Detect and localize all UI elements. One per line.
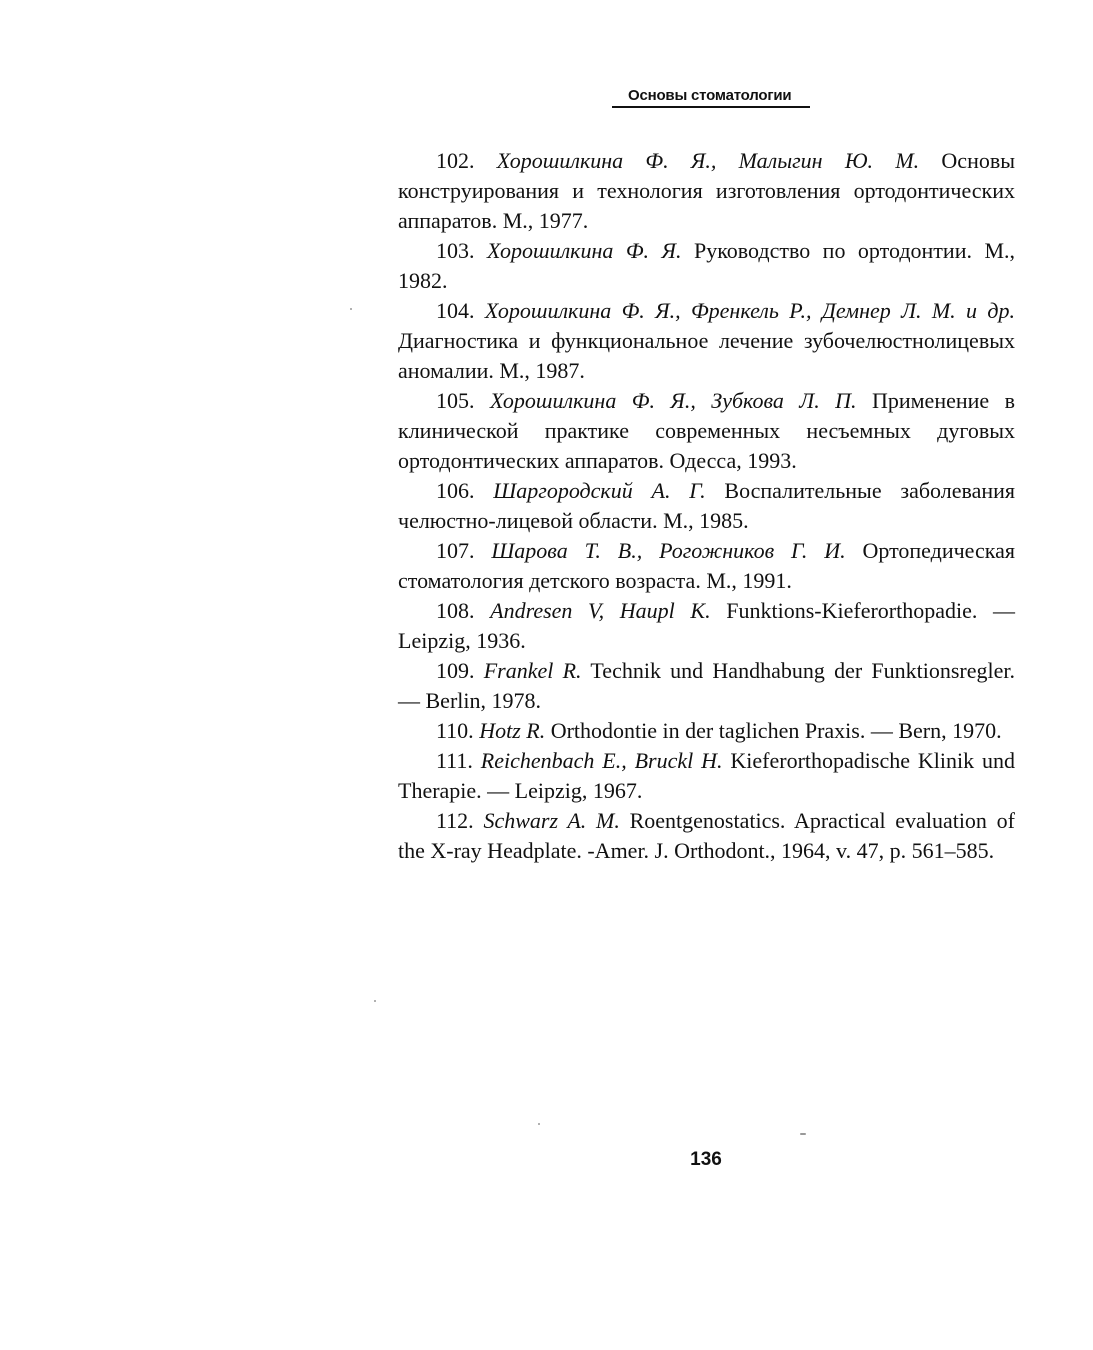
reference-text: Roentgenostatics. Apractical evaluation of the X-ray Headplate. -Amer. J. Orthodont., 1964, v. 47, p. 561–585.	[398, 808, 1015, 863]
reference-text: Руководство по ортодонтии. М., 1982.	[398, 238, 1016, 293]
reference-item	[398, 806, 1015, 866]
reference-authors: Schwarz A. M.	[483, 808, 620, 833]
reference-item	[398, 596, 1015, 656]
reference-number: 112.	[436, 808, 474, 833]
reference-number: 104.	[436, 298, 475, 323]
reference-item	[398, 236, 1015, 296]
reference-authors: Шаргородский А. Г.	[493, 478, 706, 503]
reference-text: Диагностика и функциональное лечение зубочелюстнолицевых аномалии. М., 1987.	[398, 328, 1015, 383]
reference-number: 111.	[436, 748, 473, 773]
reference-authors: Хорошилкина Ф. Я.	[486, 238, 682, 263]
reference-authors: Хорошилкина Ф. Я., Зубкова Л. П.	[489, 388, 857, 413]
reference-number: 102.	[436, 148, 475, 173]
reference-number: 105.	[436, 388, 475, 413]
reference-list	[398, 146, 1015, 866]
reference-item	[398, 656, 1015, 716]
reference-text: Воспалительные заболевания челюстно-лицевой области. М., 1985.	[398, 478, 1016, 533]
page-number: 136	[690, 1149, 722, 1170]
reference-item	[398, 386, 1015, 476]
reference-text: Основы конструирования и технология изготовления ортодонтических аппаратов. М., 1977.	[398, 148, 1016, 233]
reference-item	[398, 146, 1015, 236]
scan-speck	[538, 1123, 540, 1125]
reference-number: 110.	[436, 718, 474, 743]
reference-text: Применение в клинической практике современных несъемных дуговых ортодонтических аппаратов. Одесса, 1993.	[398, 388, 1015, 473]
reference-text: Kieferorthopadische Klinik und Therapie. — Leipzig, 1967.	[398, 748, 1015, 803]
reference-number: 103.	[436, 238, 475, 263]
reference-number: 106.	[436, 478, 475, 503]
scan-speck	[374, 1000, 376, 1002]
reference-item	[398, 296, 1015, 386]
reference-text: Technik und Handhabung der Funktionsregler. — Berlin, 1978.	[398, 658, 1015, 713]
reference-item	[398, 476, 1015, 536]
reference-authors: Hotz R.	[479, 718, 546, 743]
reference-number: 109.	[436, 658, 475, 683]
running-title: Основы стоматологии	[612, 86, 810, 108]
reference-item	[398, 536, 1015, 596]
reference-item	[398, 716, 1015, 746]
reference-authors: Frankel R.	[483, 658, 582, 683]
reference-authors: Хорошилкина Ф. Я., Френкель Р., Демнер Л. М. и др.	[484, 298, 1016, 323]
reference-authors: Andresen V, Haupl K.	[490, 598, 711, 623]
reference-text: Funktions-Kieferorthopadie. — Leipzig, 1936.	[398, 598, 1015, 653]
reference-authors: Хорошилкина Ф. Я., Малыгин Ю. М.	[496, 148, 920, 173]
scan-speck	[350, 308, 352, 310]
reference-number: 108.	[436, 598, 475, 623]
reference-text: Orthodontie in der taglichen Praxis. — Bern, 1970.	[550, 718, 1002, 743]
reference-authors: Шарова Т. В., Рогожников Г. И.	[491, 538, 846, 563]
reference-text: Ортопедическая стоматология детского возраста. М., 1991.	[398, 538, 1015, 593]
reference-authors: Reichenbach E., Bruckl H.	[480, 748, 723, 773]
reference-item	[398, 746, 1015, 806]
scan-speck	[800, 1133, 806, 1135]
reference-number: 107.	[436, 538, 475, 563]
